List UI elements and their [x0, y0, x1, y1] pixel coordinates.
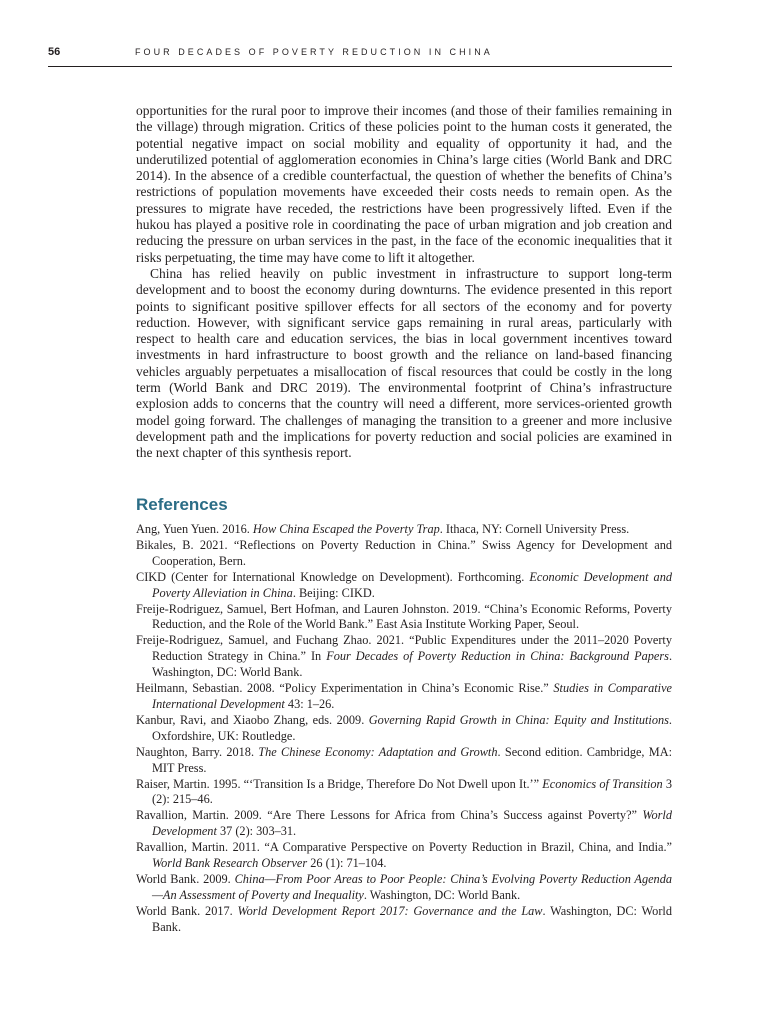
header-rule [48, 66, 672, 67]
reference-item: Naughton, Barry. 2018. The Chinese Economy: Adaptation and Growth. Second edition. Cambridge, MA: MIT Press. [136, 744, 672, 775]
reference-item: World Bank. 2017. World Development Report 2017: Governance and the Law. Washington, DC: World Bank. [136, 903, 672, 934]
paragraph: opportunities for the rural poor to improve their incomes (and those of their families remaining in the village) through migration. Critics of these policies point to the human costs it generated, the potential negative impact on social mobility and equality of opportunity it had, and the underutilized potential of agglomeration economies in China’s large cities (World Bank and DRC 2014). In the absence of a credible counterfactual, the question of whether the benefits of China’s restrictions of population movements have exceeded their costs needs to remain open. As the pressures to migrate have receded, the restrictions have been progressively lifted. Even if the hukou has played a positive role in coordinating the pace of urban migration and job creation and reducing the pressure on urban services in the past, in the face of the economic inequalities that it risks perpetuating, the time may have come to lift it altogether. [136, 103, 672, 265]
references-heading: References [136, 495, 228, 514]
page-header [48, 46, 672, 68]
reference-item: World Bank. 2009. China—From Poor Areas to Poor People: China’s Evolving Poverty Reduction Agenda—An Assessment of Poverty and Inequality. Washington, DC: World Bank. [136, 871, 672, 902]
reference-item: Bikales, B. 2021. “Reflections on Poverty Reduction in China.” Swiss Agency for Development and Cooperation, Bern. [136, 537, 672, 568]
reference-item: Heilmann, Sebastian. 2008. “Policy Experimentation in China’s Economic Rise.” Studies in Comparative International Development 43: 1–26. [136, 681, 672, 711]
reference-item: Ravallion, Martin. 2011. “A Comparative Perspective on Poverty Reduction in Brazil, China, and India.” World Bank Research Observer 26 (1): 71–104. [136, 840, 672, 871]
body-text [136, 103, 672, 462]
reference-item: Freije-Rodriguez, Samuel, and Fuchang Zhao. 2021. “Public Expenditures under the 2011–2020 Poverty Reduction Strategy in China.” In Four Decades of Poverty Reduction in China: Background Papers. Washington, DC: World Bank. [136, 633, 673, 680]
reference-item: Freije-Rodriguez, Samuel, Bert Hofman, and Lauren Johnston. 2019. “China’s Economic Reforms, Poverty Reduction, and the Role of the World Bank.” East Asia Institute Working Paper, Seoul. [136, 601, 672, 632]
reference-item: Raiser, Martin. 1995. “‘Transition Is a Bridge, Therefore Do Not Dwell upon It.’” Economics of Transition 3 (2): 215–46. [136, 776, 672, 807]
reference-item: Ang, Yuen Yuen. 2016. How China Escaped the Poverty Trap. Ithaca, NY: Cornell University Press. [136, 522, 630, 536]
page-number: 56 [48, 46, 61, 58]
references-list [136, 522, 672, 936]
reference-item: Ravallion, Martin. 2009. “Are There Lessons for Africa from China’s Success against Poverty?” World Development 37 (2): 303–31. [136, 808, 672, 839]
reference-item: Kanbur, Ravi, and Xiaobo Zhang, eds. 2009. Governing Rapid Growth in China: Equity and Institutions. Oxfordshire, UK: Routledge. [136, 712, 672, 743]
paragraph: China has relied heavily on public investment in infrastructure to support long-term development and to boost the economy during downturns. The evidence presented in this report points to significant positive spillover effects for all sectors of the economy and for poverty reduction. However, with significant service gaps remaining in rural areas, particularly with respect to health care and education services, the bias in local government incentives toward investments in hard infrastructure to boost growth and the reliance on land-based financing vehicles arguably perpetuates a misallocation of fiscal resources that could be costly in the long term (World Bank and DRC 2019). The environmental footprint of China’s infrastructure explosion adds to concerns that the country will need a different, more services-oriented growth model going forward. The challenges of managing the transition to a greener and more inclusive development path and the implications for poverty reduction and social policies are examined in the next chapter of this synthesis report. [136, 265, 672, 461]
reference-item: CIKD (Center for International Knowledge on Development). Forthcoming. Economic Development and Poverty Alleviation in China. Beijing: CIKD. [136, 569, 672, 600]
running-head: FOUR DECADES OF POVERTY REDUCTION IN CHINA [135, 47, 493, 57]
